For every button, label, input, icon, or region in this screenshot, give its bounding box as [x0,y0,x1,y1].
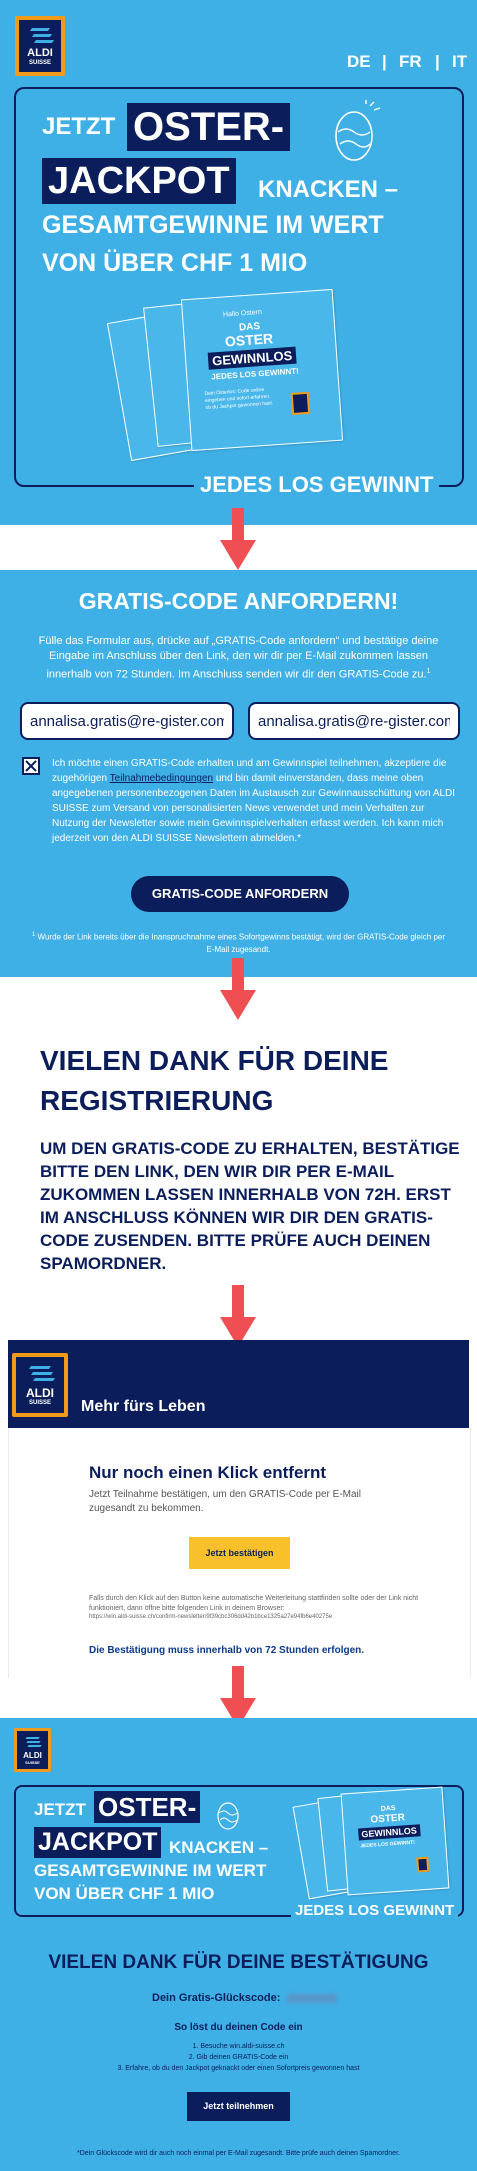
thanks-body-line: SPAMORDNER. [40,1254,167,1273]
final-aldi-logo [14,1728,51,1772]
lang-it[interactable]: IT [452,52,468,71]
down-arrow-icon [218,1285,258,1347]
terms-link[interactable]: Teilnahmebedingungen [109,773,214,784]
final-logo-text: ALDI [23,1751,42,1760]
email-confirm-field[interactable] [248,702,460,740]
email-title: Nur noch einen Klick entfernt [89,1463,327,1482]
thanks-body-line: CODE ZUSENDEN. BITTE PRÜFE AUCH DEINEN [40,1231,431,1250]
final-word-jetzt: JETZT [34,1800,86,1819]
checkmark-x-icon [24,759,38,773]
final-word-oster: OSTER- [94,1791,200,1823]
final-line-gesamt: GESAMTGEWINNE IM WERT [34,1861,267,1880]
logo-subtext: SUISSE [28,60,51,66]
thanks-body-line: BITTE DEN LINK, DEN WIR DIR PER E-MAIL [40,1162,395,1181]
final-ticket-logo [416,1857,429,1873]
form-footnote-sup: 1 [31,932,36,938]
down-arrow-icon [218,508,258,570]
lang-de[interactable]: DE [347,52,371,71]
step-item: 2. Gib deinen GRATIS-Code ein [188,2054,289,2061]
final-line-von: VON ÜBER CHF 1 MIO [34,1884,215,1903]
email-field[interactable] [20,702,234,740]
email-logo-text: ALDI [26,1386,54,1400]
hero-word-jetzt: JETZT [42,113,116,140]
final-ticket-jedes: JEDES LOS GEWINNT! [360,1839,416,1850]
final-ticket-gewinnlos: GEWINNLOS [358,1824,420,1840]
logo-text: ALDI [27,47,53,59]
ticket-logo [291,392,310,415]
thanks-title [40,1041,388,1121]
ticket-gewinnlos: GEWINNLOS [208,347,297,370]
final-word-knacken: KNACKEN – [169,1838,269,1857]
lang-separator: | [382,52,387,71]
email-deadline: Die Bestätigung muss innerhalb von 72 Stunden erfolgen. [89,1645,365,1656]
email-fallback-link[interactable]: https://win.aldi-suisse.ch/confirm-newsletter/9f39cbc306dd42b1bce1325a27e94fb6e40275e [89,1614,333,1620]
down-arrow-icon [218,958,258,1020]
aldi-logo[interactable] [15,16,65,76]
ticket-small-text: Hallo Ostern [222,308,263,319]
hero-word-oster: OSTER- [127,103,290,151]
email-fallback: Falls durch den Klick auf den Button keine automatische Weiterleitung stattfinden sollte oder der Link nicht funktioniert, dann öffne bitte folgenden Link in deinem Browser: [89,1595,419,1612]
hero-line-gesamt: GESAMTGEWINNE IM WERT [42,211,384,239]
code-blurred [287,1994,337,2003]
participate-button[interactable]: Jetzt teilnehmen [187,2092,290,2121]
final-easter-egg-icon [214,1795,244,1831]
final-word-jackpot: JACKPOT [34,1827,161,1858]
form-intro-sup: 1 [426,668,431,675]
confirm-button[interactable]: Jetzt bestätigen [189,1537,290,1569]
final-ticket-front [341,1787,450,1896]
thanks-title-line2: REGISTRIERUNG [40,1085,274,1116]
email-header [8,1340,469,1428]
hero-tagline: JEDES LOS GEWINNT [194,472,439,498]
hero-word-jackpot: JACKPOT [42,158,236,204]
form-title: GRATIS-CODE ANFORDERN! [78,588,399,614]
hero-line-von: VON ÜBER CHF 1 MIO [42,249,308,277]
thanks-body [40,1137,460,1275]
thanks-body-line: ZUKOMMEN LASSEN INNERHALB VON 72H. ERST [40,1185,451,1204]
final-footnote: *Dein Glückscode wird dir auch noch einmal per E-Mail zugesandt. Bitte prüfe auch deinen Spamordner. [77,2150,400,2157]
step-item: 1. Besuche win.aldi-suisse.ch [192,2043,285,2050]
steps-title: So löst du deinen Code ein [174,2022,303,2033]
final-title: VIELEN DANK FÜR DEINE BESTÄTIGUNG [48,1952,429,1973]
form-footnote-text: Wurde der Link bereits über die Inanspruchnahme eines Sofortgewinns bestätigt, wird der GRATIS-Code gleich per E-Mail zugesandt. [37,932,446,954]
thanks-body-line: UM DEN GRATIS-CODE ZU ERHALTEN, BESTÄTIGE [40,1139,460,1158]
ticket-body: Dein Osterlos: Code online eingeben und sofort erfahren, ob du Jackpot gewonnen hast. [204,386,274,412]
code-line [152,1992,337,2004]
language-switcher [340,52,470,74]
consent-text-before: Ich möchte einen GRATIS-Code erhalten und am Gewinnspiel teilnehmen, akzeptiere die zugehörigen [52,758,447,784]
form-intro [26,634,451,683]
final-ticket-das: DAS [380,1804,396,1813]
steps-list [0,2041,477,2074]
form-intro-text: Fülle das Formular aus, drücke auf „GRATIS-Code anfordern“ und bestätige deine Eingabe im Anschluss über den Link, den wir dir per E-Mail zukommen lassen innerhalb von 72 Stunden. Im Anschluss senden wir dir den GRATIS-Code zu. [38,635,439,681]
ticket-jedes: JEDES LOS GEWINNT! [211,366,300,382]
lang-separator: | [435,52,440,71]
ticket-front [181,289,343,451]
lang-fr[interactable]: FR [399,52,422,71]
easter-egg-icon [330,100,382,164]
final-tagline: JEDES LOS GEWINNT [291,1902,458,1919]
final-logo-subtext: SUISSE [25,1760,40,1765]
ticket-oster: OSTER [224,330,274,350]
consent-text-after: und bin damit einverstanden, dass meine oben angegebenen personenbezogenen Daten im Austausch zur Gewinnausschüttung von ALDI SUISSE zum Versand von personalisierten News verwendet und mein Verhalten zur Nutzung der Newsletter sowie mein Gewinnspielverhalten erfasst werden. Ich kann mich jederzeit von den ALDI SUISSE Newslettern abmelden.* [52,773,456,844]
consent-checkbox[interactable] [22,757,40,775]
request-code-button[interactable]: GRATIS-CODE ANFORDERN [131,876,349,912]
thanks-body-line: IM ANSCHLUSS KÖNNEN WIR DIR DEN GRATIS- [40,1208,433,1227]
code-label: Dein Gratis-Glückscode: [152,1992,281,2004]
step-item: 3. Erfahre, ob du den Jackpot geknackt oder einen Sofortpreis gewonnen hast [117,2065,360,2072]
hero-word-knacken: KNACKEN – [258,176,399,203]
email-slogan: Mehr fürs Leben [81,1398,206,1415]
final-ticket-oster: OSTER [370,1812,406,1826]
email-text: Jetzt Teilnahme bestätigen, um den GRATIS-Code per E-Mail zugesandt zu bekommen. [89,1489,361,1514]
email-logo-subtext: SUISSE [28,1400,51,1406]
ticket-das: DAS [238,321,261,334]
email-aldi-logo [12,1353,68,1417]
thanks-title-line1: VIELEN DANK FÜR DEINE [40,1045,389,1076]
form-footnote [28,929,449,956]
consent-text [52,756,462,846]
